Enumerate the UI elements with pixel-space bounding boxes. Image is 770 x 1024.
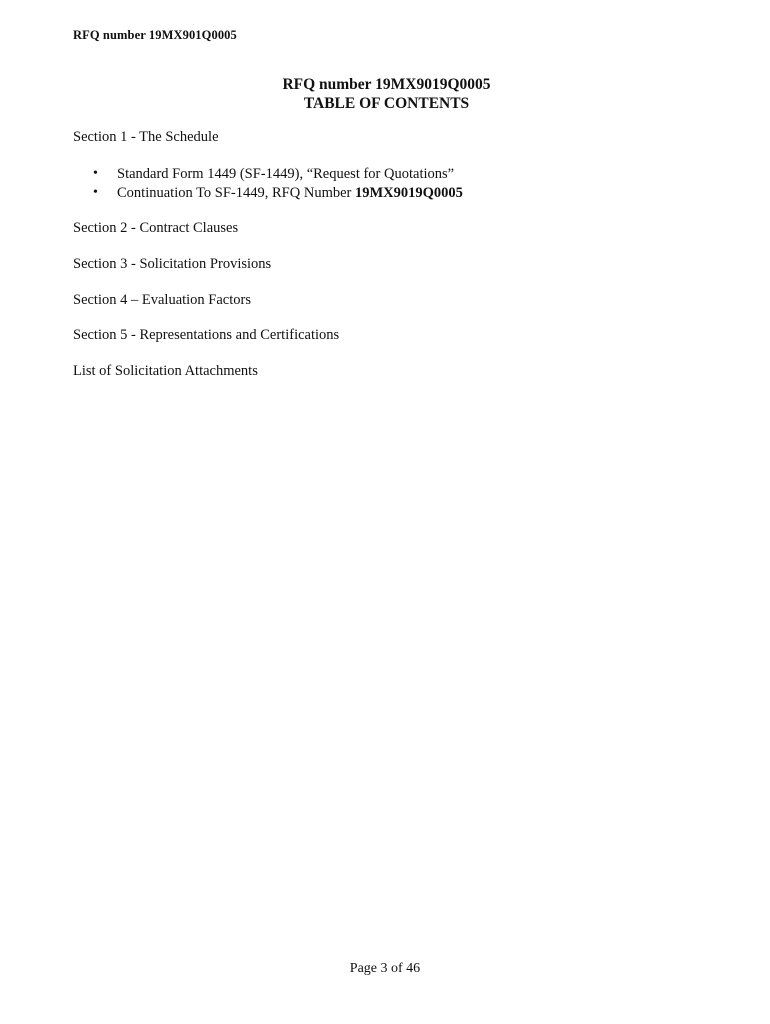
bullet-text [117,185,463,202]
bullet-text [117,166,454,183]
toc-section-3: Section 3 - Solicitation Provisions [73,256,272,272]
toc-section-5: Section 5 - Representations and Certifications [73,327,340,343]
bullet-text-regular: Continuation To SF-1449, RFQ Number [117,185,355,201]
toc-section-4: Section 4 – Evaluation Factors [73,292,251,308]
bullet-icon: • [93,185,98,200]
toc-attachments: List of Solicitation Attachments [73,363,258,379]
toc-section-1: Section 1 - The Schedule [73,129,219,145]
toc-section-2: Section 2 - Contract Clauses [73,220,239,236]
document-title [0,75,770,113]
running-header: RFQ number 19MX901Q0005 [73,28,237,42]
title-rfq-number: RFQ number 19MX9019Q0005 [282,76,491,93]
page-number-footer: Page 3 of 46 [349,961,421,976]
bullet-text-regular: Standard Form 1449 (SF-1449), “Request for Quotations” [117,166,455,182]
bullet-icon: • [93,166,98,181]
title-table-of-contents: TABLE OF CONTENTS [303,95,470,112]
bullet-text-bold: 19MX9019Q0005 [354,185,463,201]
